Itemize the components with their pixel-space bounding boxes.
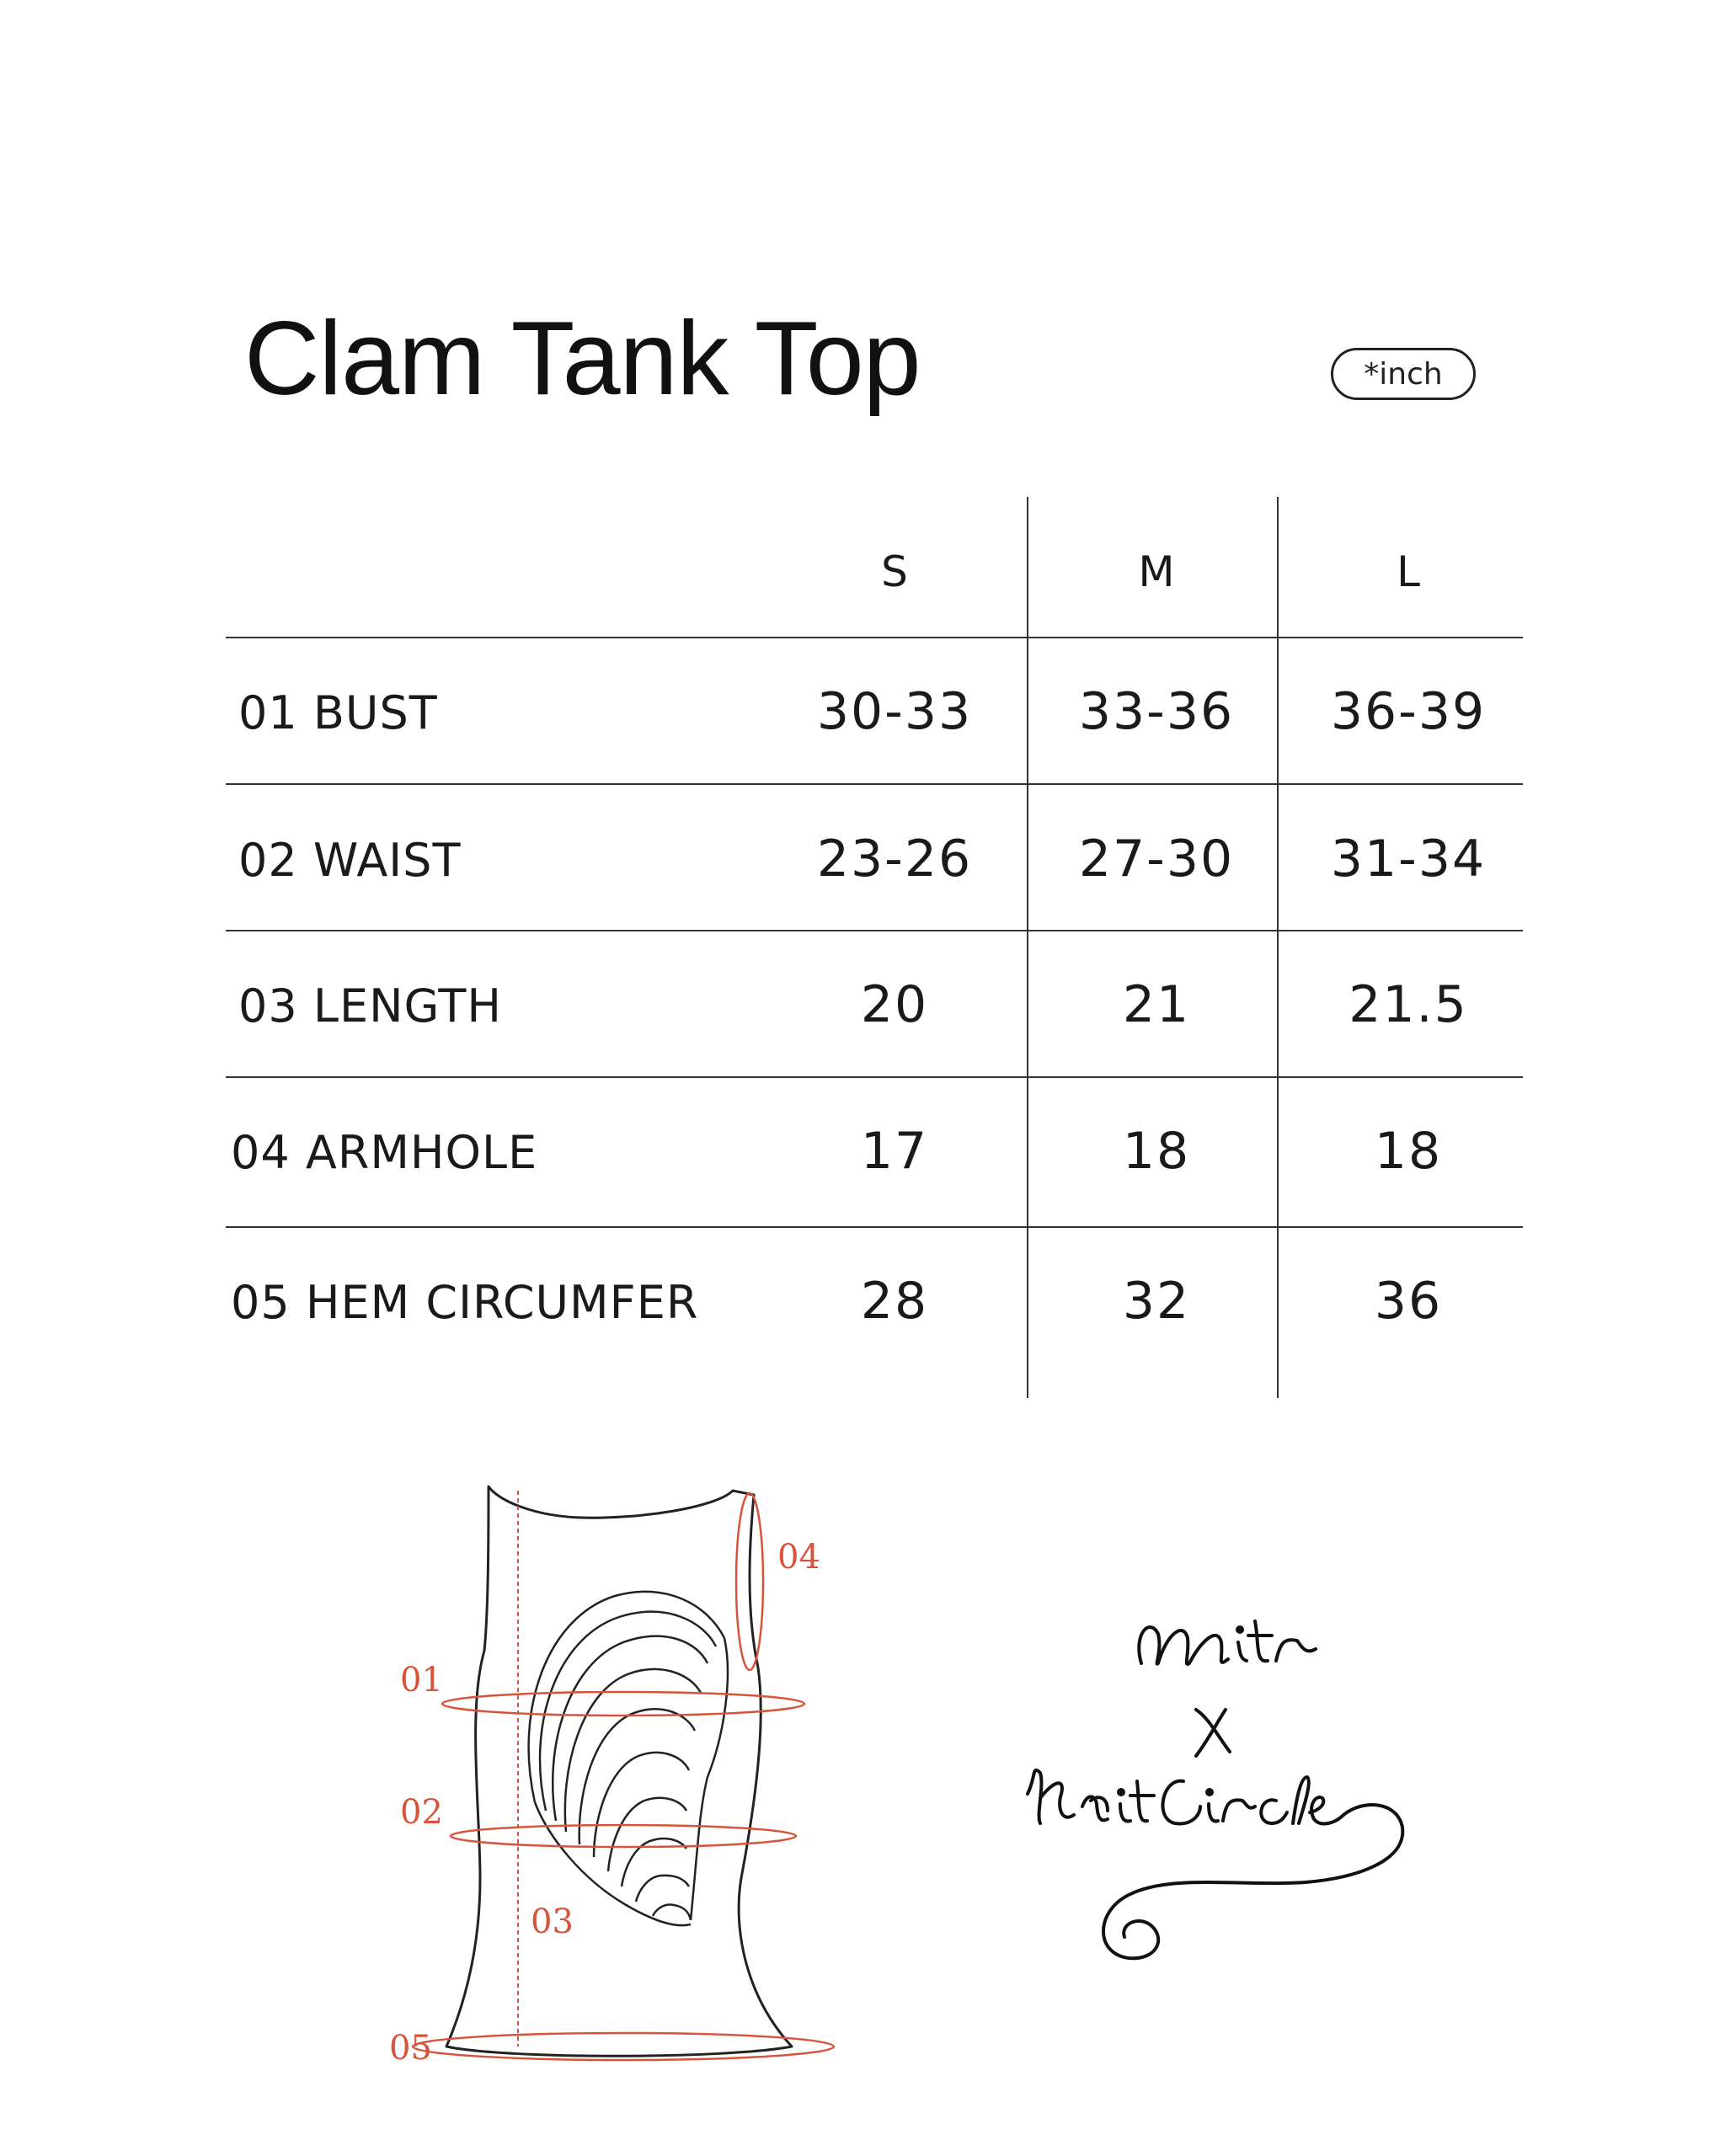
size-header-m: M (1138, 547, 1175, 596)
waist-m: 27-30 (1078, 830, 1235, 889)
marker-03: 03 (531, 1903, 574, 1941)
size-header-l: L (1397, 547, 1420, 596)
hem-s: 28 (860, 1272, 929, 1331)
row-label-length: 03 LENGTH (238, 979, 502, 1033)
hem-l: 36 (1374, 1272, 1443, 1331)
row-divider (226, 783, 1523, 785)
brand-signature (1002, 1583, 1440, 1988)
hem-m: 32 (1122, 1272, 1191, 1331)
bust-marker (442, 1692, 804, 1716)
row-divider (226, 1076, 1523, 1078)
marker-02: 02 (400, 1793, 443, 1832)
page-title: Clam Tank Top (244, 301, 921, 417)
length-m: 21 (1122, 975, 1191, 1034)
tank-top-diagram (371, 1457, 859, 2080)
bust-s: 30-33 (816, 682, 973, 741)
size-header-s: S (881, 547, 908, 596)
waist-s: 23-26 (816, 830, 973, 889)
waist-marker (451, 1825, 796, 1847)
armhole-s: 17 (860, 1122, 929, 1181)
armhole-l: 18 (1374, 1122, 1443, 1181)
marker-01: 01 (400, 1661, 443, 1700)
column-divider (1027, 497, 1028, 1398)
row-label-hem: 05 HEM CIRCUMFER (231, 1276, 699, 1329)
armhole-m: 18 (1122, 1122, 1191, 1181)
column-divider (1277, 497, 1279, 1398)
marker-05: 05 (389, 2029, 432, 2068)
row-label-armhole: 04 ARMHOLE (231, 1126, 538, 1179)
bust-l: 36-39 (1330, 682, 1487, 741)
clam-shell-pattern (529, 1592, 728, 1925)
row-divider (226, 637, 1523, 638)
bust-m: 33-36 (1078, 682, 1235, 741)
row-label-waist: 02 WAIST (238, 834, 462, 887)
row-label-bust: 01 BUST (238, 686, 438, 739)
length-s: 20 (860, 975, 929, 1034)
row-divider (226, 1226, 1523, 1228)
length-l: 21.5 (1348, 975, 1468, 1034)
row-divider (226, 930, 1523, 931)
waist-l: 31-34 (1330, 830, 1487, 889)
marker-04: 04 (777, 1538, 820, 1577)
unit-badge: *inch (1331, 348, 1476, 400)
